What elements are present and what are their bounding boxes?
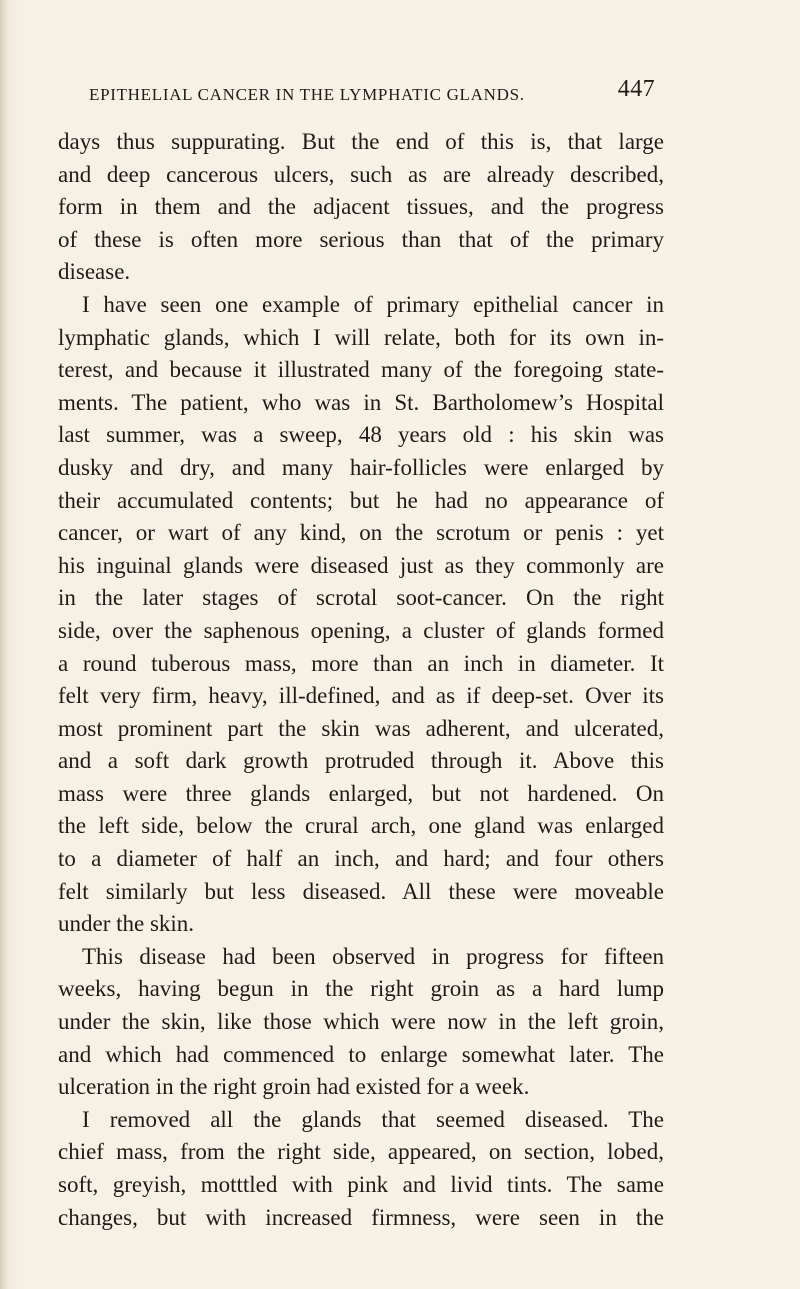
text-line: days thus suppurating. But the end of this is, that large <box>58 129 664 154</box>
text-line: I have seen one example of primary epithelial cancer in <box>82 291 664 317</box>
text-line: I removed all the glands that seemed diseased. The <box>82 1106 664 1132</box>
text-line: last summer, was a sweep, 48 years old : his skin was <box>58 422 664 448</box>
text-line: felt similarly but less diseased. All these were moveable <box>58 878 664 904</box>
text-line: weeks, having begun in the right groin as a hard lump <box>58 976 664 1002</box>
text-line: in the later stages of scrotal soot-cancer. On the right <box>58 585 664 611</box>
text-line: and deep cancerous ulcers, such as are already described, <box>58 161 664 187</box>
page-number: 447 <box>617 76 655 102</box>
text-line: lymphatic glands, which I will relate, both for its own in- <box>58 324 664 350</box>
text-line: ments. The patient, who was in St. Bartholomew’s Hospital <box>58 389 664 415</box>
text-line: ulceration in the right groin had existed for a week. <box>58 1074 530 1100</box>
text-line: of these is often more serious than that of the primary <box>58 226 664 252</box>
text-line: cancer, or wart of any kind, on the scrotum or penis : yet <box>58 520 664 546</box>
text-line: chief mass, from the right side, appeared, on section, lobed, <box>58 1139 664 1165</box>
text-line: dusky and dry, and many hair-follicles were enlarged by <box>58 454 664 480</box>
text-line: most prominent part the skin was adherent, and ulcerated, <box>58 715 664 741</box>
text-line: disease. <box>58 259 131 285</box>
text-line: felt very firm, heavy, ill-defined, and as if deep-set. Over its <box>58 683 664 709</box>
running-title: EPITHELIAL CANCER IN THE LYMPHATIC GLANDS. <box>89 85 525 104</box>
text-line: to a diameter of half an inch, and hard; and four others <box>58 846 664 872</box>
text-line: and a soft dark growth protruded through it. Above this <box>58 748 664 774</box>
text-line: form in them and the adjacent tissues, and the progress <box>58 194 664 220</box>
page-header <box>89 77 655 111</box>
text-line: a round tuberous mass, more than an inch in diameter. It <box>58 650 664 676</box>
text-line: and which had commenced to enlarge somewhat later. The <box>58 1041 664 1067</box>
body-text <box>58 126 664 1234</box>
text-line: soft, greyish, motttled with pink and livid tints. The same <box>58 1172 664 1197</box>
page-edge-shadow <box>0 0 8 1289</box>
text-line: the left side, below the crural arch, one gland was enlarged <box>58 813 664 839</box>
text-line: changes, but with increased firmness, were seen in the <box>58 1204 664 1230</box>
text-line: side, over the saphenous opening, a cluster of glands formed <box>58 617 664 643</box>
text-line: mass were three glands enlarged, but not hardened. On <box>58 780 664 806</box>
text-line: under the skin, like those which were now in the left groin, <box>58 1009 664 1035</box>
text-line: their accumulated contents; but he had no appearance of <box>58 487 664 513</box>
text-line: his inguinal glands were diseased just as they commonly are <box>58 552 664 578</box>
text-line: This disease had been observed in progress for fifteen <box>82 943 664 969</box>
text-line: under the skin. <box>58 911 195 937</box>
text-line: terest, and because it illustrated many of the foregoing state- <box>58 357 664 383</box>
